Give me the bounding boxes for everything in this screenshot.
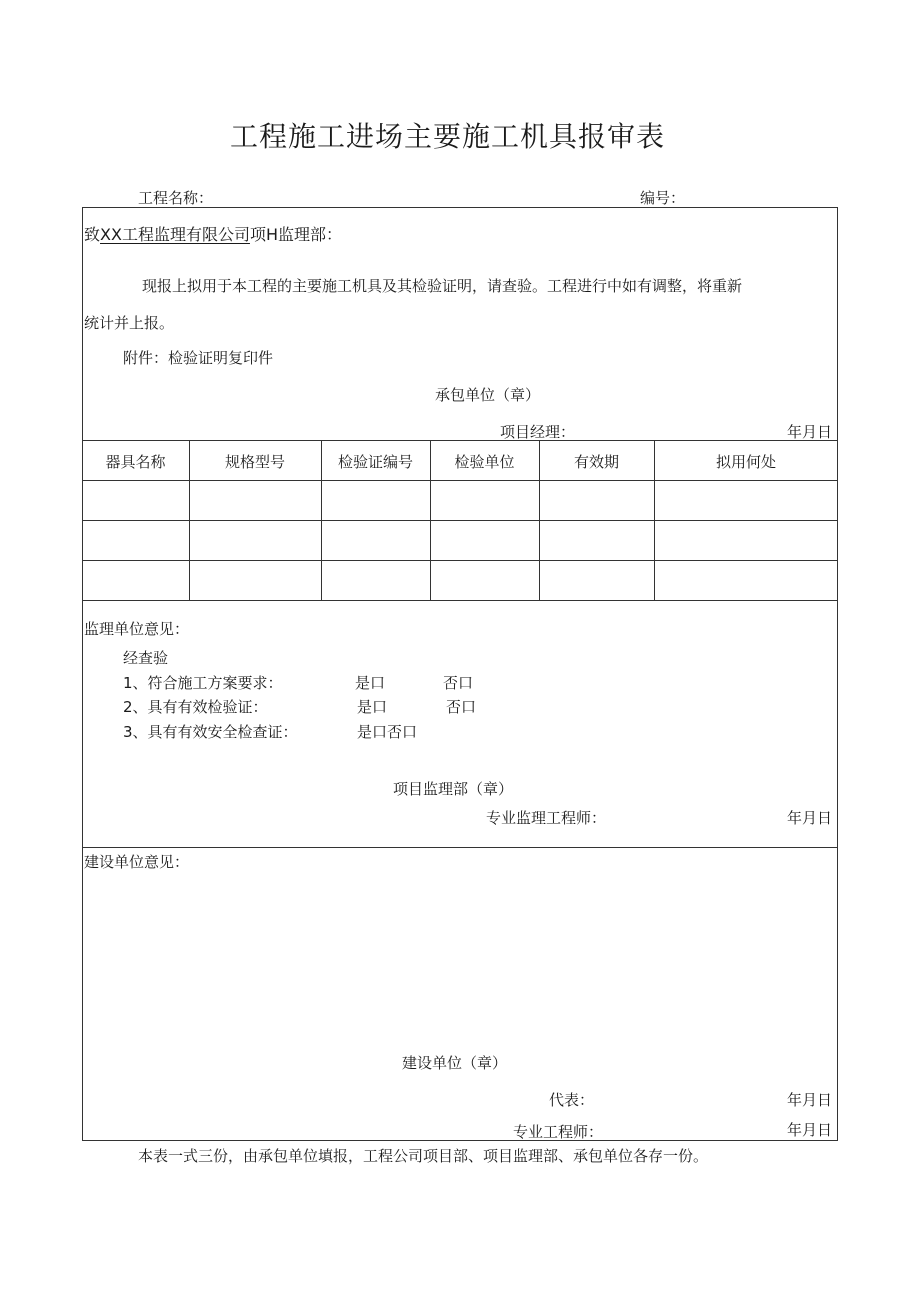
representative-date: 年月日 <box>787 1091 833 1109</box>
table-header-certificate-no: 检验证编号 <box>337 453 413 471</box>
section-divider <box>82 847 838 848</box>
footer-note: 本表一式三份，由承包单位填报，工程公司项目部、项目监理部、承包单位各存一份。 <box>138 1147 709 1165</box>
table-header-validity: 有效期 <box>573 453 619 471</box>
check-item-2-no[interactable]: 否口 <box>446 698 477 716</box>
check-item-1-no[interactable]: 否口 <box>443 674 474 692</box>
table-top-line <box>82 440 838 441</box>
check-item-3: 3、具有有效安全检查证： <box>123 723 298 741</box>
owner-engineer-date: 年月日 <box>787 1121 833 1139</box>
table-header-spec-model: 规格型号 <box>224 453 285 471</box>
form-title: 工程施工进场主要施工机具报审表 <box>230 120 666 153</box>
supervision-company: XX工程监理有限公司 <box>100 225 250 244</box>
table-bottom-line <box>82 600 838 601</box>
owner-stamp: 建设单位（章） <box>402 1054 508 1072</box>
number-label: 编号： <box>640 189 686 207</box>
check-item-1: 1、符合施工方案要求： <box>123 674 283 692</box>
supervision-date: 年月日 <box>787 809 833 827</box>
body-text-line1: 现报上拟用于本工程的主要施工机具及其检验证明，请查验。工程进行中如有调整，将重新 <box>142 277 743 295</box>
owner-opinion-label: 建设单位意见： <box>84 853 190 871</box>
supervision-stamp: 项目监理部（章） <box>393 780 514 798</box>
project-name-label: 工程名称： <box>138 189 214 207</box>
addressee-line <box>84 222 342 245</box>
table-header-equipment-name: 器具名称 <box>105 453 166 471</box>
table-row-line <box>82 520 838 521</box>
to-suffix: 项H监理部： <box>249 225 342 244</box>
section1-date: 年月日 <box>787 423 833 441</box>
supervising-engineer-label: 专业监理工程师： <box>486 809 607 827</box>
table-row-line <box>82 560 838 561</box>
check-item-1-yes[interactable]: 是口 <box>355 674 386 692</box>
representative-label: 代表： <box>549 1091 595 1109</box>
table-header-inspection-unit: 检验单位 <box>454 453 515 471</box>
to-prefix: 致 <box>84 225 101 244</box>
body-text-line2: 统计并上报。 <box>84 314 175 332</box>
contractor-stamp: 承包单位（章） <box>435 386 541 404</box>
check-item-2-yes[interactable]: 是口 <box>357 698 388 716</box>
table-row-line <box>82 480 838 481</box>
project-manager-label: 项目经理： <box>500 423 576 441</box>
owner-engineer-label: 专业工程师： <box>513 1123 604 1141</box>
table-header-intended-use: 拟用何处 <box>715 453 776 471</box>
check-item-2: 2、具有有效检验证： <box>123 698 268 716</box>
supervision-opinion-label: 监理单位意见： <box>84 620 190 638</box>
attachment-text: 附件：检验证明复印件 <box>123 349 274 367</box>
check-item-3-yes-no[interactable]: 是口否口 <box>357 723 418 741</box>
checked-label: 经查验 <box>123 649 169 667</box>
